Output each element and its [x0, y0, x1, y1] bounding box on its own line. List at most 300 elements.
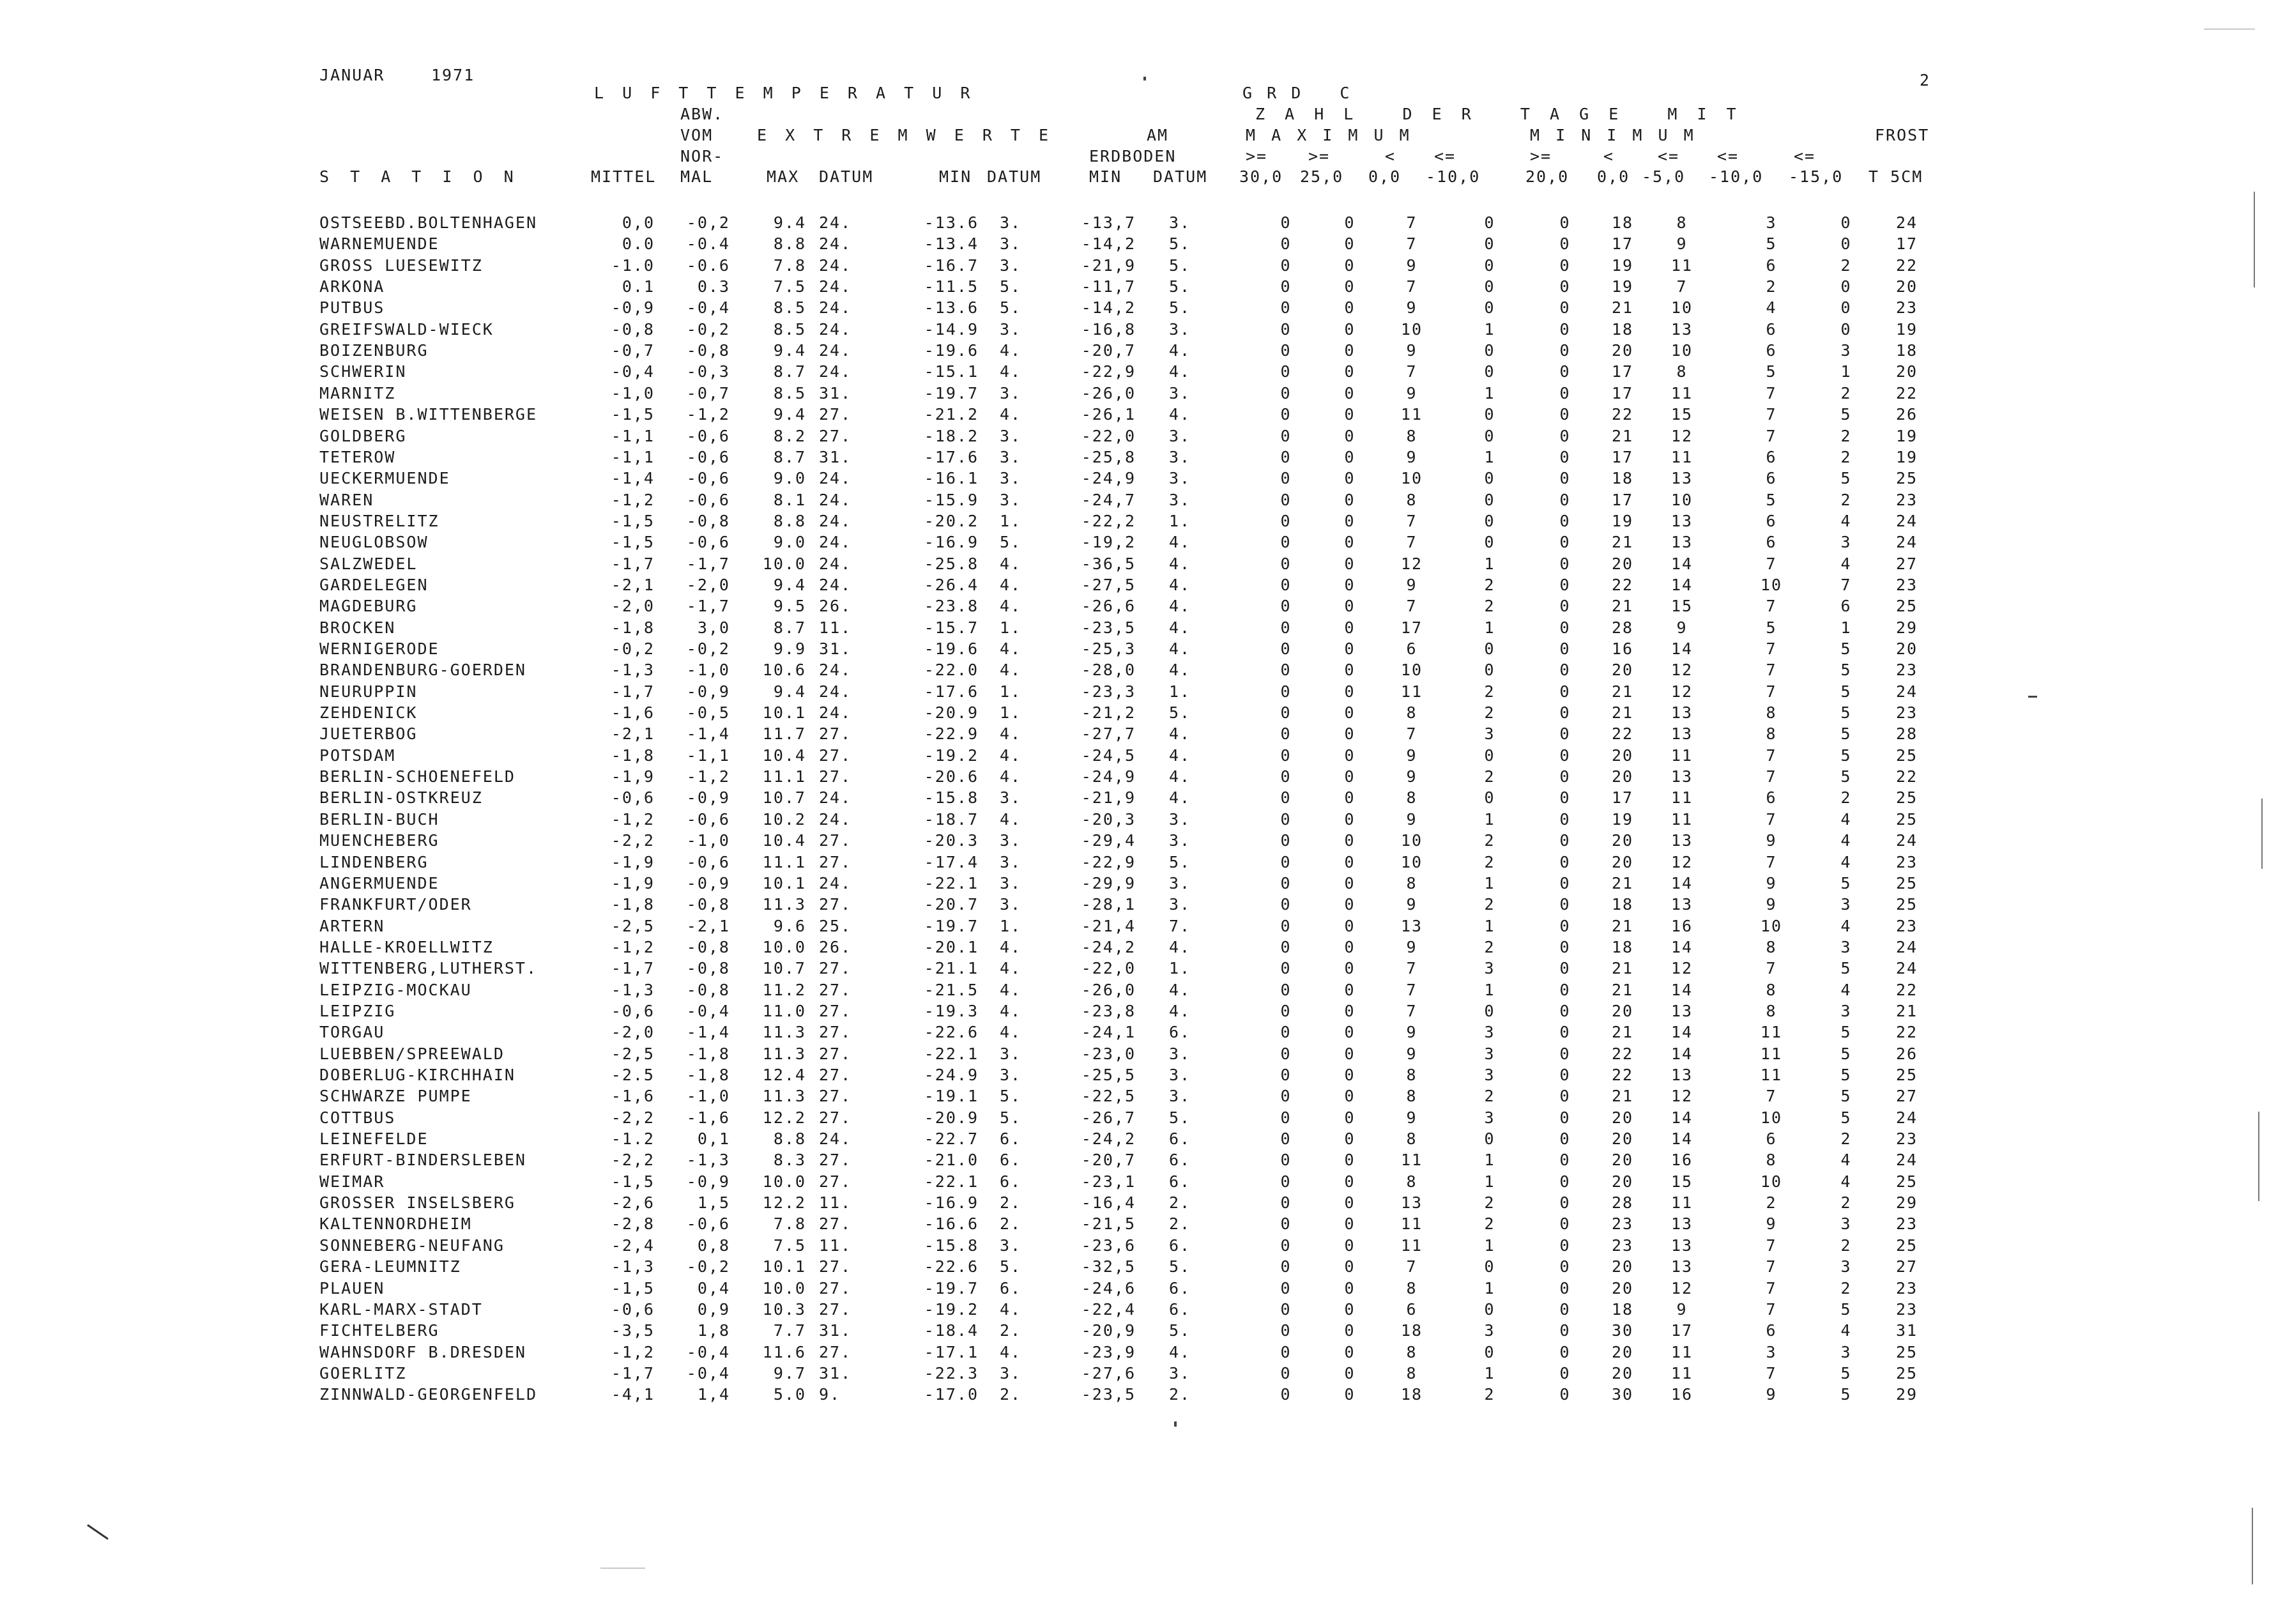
cell-mittel: -2,4 — [611, 1236, 655, 1255]
cell-max-ge-30: 0 — [1280, 682, 1292, 701]
cell-station: BERLIN-OSTKREUZ — [319, 788, 483, 807]
cell-min-lt-0: 30 — [1611, 1321, 1634, 1340]
cell-max-datum: 24. — [819, 788, 852, 807]
min-le-sign-2: <= — [1717, 147, 1739, 165]
cell-max-datum: 26. — [819, 597, 852, 615]
cell-min: -22.9 — [924, 724, 979, 743]
cell-abw: -0,8 — [686, 895, 730, 914]
table-title: L U F T T E M P E R A T U R — [594, 84, 975, 102]
cell-max-ge-25: 0 — [1344, 1151, 1356, 1169]
cell-mittel: -1.0 — [611, 256, 655, 275]
cell-station: SONNEBERG-NEUFANG — [319, 1236, 505, 1255]
cell-max-lt-0: 9 — [1406, 1108, 1417, 1127]
cell-mittel: -1,5 — [611, 533, 655, 551]
cell-max-datum: 27. — [819, 1214, 852, 1233]
cell-mittel: -1,2 — [611, 938, 655, 956]
cell-max-le-m10: 0 — [1484, 1343, 1495, 1361]
cell-station: BOIZENBURG — [319, 341, 429, 360]
cell-min-le-m5: 13 — [1670, 724, 1693, 743]
cell-min-le-m5: 11 — [1670, 746, 1693, 765]
cell-erd-datum: 6. — [1169, 1151, 1191, 1169]
cell-min-datum: 3. — [1000, 256, 1022, 275]
cell-max-lt-0: 7 — [1406, 724, 1417, 743]
cell-frost-depth: 20 — [1895, 277, 1918, 296]
cell-min-lt-0: 21 — [1611, 533, 1634, 551]
page-number: 2 — [1920, 71, 1931, 89]
cell-min-lt-0: 18 — [1611, 1300, 1634, 1319]
cell-max: 11.7 — [762, 724, 806, 743]
cell-min-ge-20: 0 — [1559, 981, 1571, 999]
cell-max-lt-0: 11 — [1400, 1214, 1423, 1233]
cell-station: BERLIN-BUCH — [319, 810, 439, 829]
cell-station: WEISEN B.WITTENBERGE — [319, 405, 538, 424]
cell-min-ge-20: 0 — [1559, 1321, 1571, 1340]
cell-max-le-m10: 3 — [1484, 1108, 1495, 1127]
cell-min-le-m15: 2 — [1840, 384, 1852, 402]
cell-min-ge-20: 0 — [1559, 1130, 1571, 1148]
cell-min-lt-0: 20 — [1611, 1151, 1634, 1169]
cell-frost-depth: 23 — [1895, 1279, 1918, 1298]
cell-max-ge-30: 0 — [1280, 703, 1292, 722]
cell-station: ZINNWALD-GEORGENFELD — [319, 1385, 538, 1404]
cell-max-datum: 24. — [819, 277, 852, 296]
cell-station: SALZWEDEL — [319, 555, 418, 573]
cell-max-datum: 27. — [819, 959, 852, 977]
cell-max: 9.0 — [773, 469, 806, 487]
cell-min-le-m15: 2 — [1840, 256, 1852, 275]
cell-abw: 1,8 — [697, 1321, 730, 1340]
cell-max-datum: 24. — [819, 576, 852, 594]
cell-frost-depth: 23 — [1895, 917, 1918, 935]
cell-erd-datum: 4. — [1169, 938, 1191, 956]
cell-abw: -0,6 — [686, 491, 730, 509]
cell-erd-datum: 5. — [1169, 703, 1191, 722]
cell-station: DOBERLUG-KIRCHHAIN — [319, 1066, 516, 1084]
cell-max-lt-0: 8 — [1406, 1130, 1417, 1148]
cell-abw: -1,8 — [686, 1066, 730, 1084]
unit-label: G R D C — [1242, 84, 1352, 102]
cell-max: 8.7 — [773, 448, 806, 466]
cell-min-le-m15: 5 — [1840, 874, 1852, 892]
cell-max: 8.8 — [773, 1130, 806, 1148]
cell-station: TETEROW — [319, 448, 396, 466]
cell-min-le-m15: 0 — [1840, 298, 1852, 317]
cell-min-datum: 5. — [1000, 1257, 1022, 1276]
cell-mittel: -2,1 — [611, 576, 655, 594]
cell-station: GROSSER INSELSBERG — [319, 1193, 516, 1212]
cell-frost-depth: 23 — [1895, 491, 1918, 509]
scan-line — [2252, 1508, 2253, 1584]
cell-max-ge-25: 0 — [1344, 448, 1356, 466]
cell-max-lt-0: 8 — [1406, 1364, 1417, 1383]
cell-erd-min: -20,7 — [1081, 341, 1136, 360]
cell-min-lt-0: 22 — [1611, 405, 1634, 424]
cell-erd-min: -16,4 — [1081, 1193, 1136, 1212]
cell-max-ge-30: 0 — [1280, 767, 1292, 786]
cell-min-le-m10: 10 — [1760, 917, 1783, 935]
cell-max-datum: 27. — [819, 1343, 852, 1361]
cell-max-datum: 26. — [819, 938, 852, 956]
min-le-m5-header: -5,0 — [1642, 167, 1686, 186]
cell-max-datum: 27. — [819, 1151, 852, 1169]
cell-min-le-m10: 6 — [1766, 341, 1777, 360]
cell-min-ge-20: 0 — [1559, 405, 1571, 424]
cell-min-le-m5: 14 — [1670, 938, 1693, 956]
cell-max: 7.7 — [773, 1321, 806, 1340]
cell-frost-depth: 23 — [1895, 703, 1918, 722]
cell-min: -18.7 — [924, 810, 979, 829]
cell-frost-depth: 19 — [1895, 427, 1918, 445]
cell-max: 9.0 — [773, 533, 806, 551]
cell-max-datum: 24. — [819, 469, 852, 487]
cell-max-le-m10: 0 — [1484, 1130, 1495, 1148]
cell-min: -22.3 — [924, 1364, 979, 1383]
cell-erd-min: -23,3 — [1081, 682, 1136, 701]
cell-station: GREIFSWALD-WIECK — [319, 320, 494, 339]
cell-max-datum: 24. — [819, 234, 852, 253]
cell-min-le-m10: 11 — [1760, 1045, 1783, 1063]
cell-station: WEIMAR — [319, 1172, 385, 1191]
cell-max-ge-30: 0 — [1280, 1300, 1292, 1319]
cell-min-le-m10: 7 — [1766, 1364, 1777, 1383]
cell-min-ge-20: 0 — [1559, 277, 1571, 296]
cell-max-ge-25: 0 — [1344, 341, 1356, 360]
cell-max-datum: 27. — [819, 405, 852, 424]
cell-max-datum: 9. — [819, 1385, 841, 1404]
cell-erd-datum: 4. — [1169, 1343, 1191, 1361]
cell-min: -17.1 — [924, 1343, 979, 1361]
cell-min-le-m5: 14 — [1670, 1130, 1693, 1148]
cell-max-ge-30: 0 — [1280, 618, 1292, 637]
cell-max-ge-25: 0 — [1344, 1130, 1356, 1148]
cell-max-lt-0: 7 — [1406, 1002, 1417, 1020]
cell-max: 11.1 — [762, 853, 806, 871]
cell-min-lt-0: 21 — [1611, 874, 1634, 892]
cell-max-ge-25: 0 — [1344, 874, 1356, 892]
cell-min-datum: 5. — [1000, 1087, 1022, 1105]
cell-min-datum: 1. — [1000, 512, 1022, 530]
max-ge-sign-2: >= — [1308, 147, 1331, 165]
cell-min-datum: 3. — [1000, 831, 1022, 850]
cell-max-le-m10: 0 — [1484, 427, 1495, 445]
cell-max-ge-25: 0 — [1344, 1257, 1356, 1276]
cell-abw: 0,1 — [697, 1130, 730, 1148]
cell-mittel: -1,9 — [611, 874, 655, 892]
cell-erd-min: -29,9 — [1081, 874, 1136, 892]
cell-abw: -1,1 — [686, 746, 730, 765]
cell-max-datum: 27. — [819, 895, 852, 914]
cell-max-le-m10: 1 — [1484, 320, 1495, 339]
cell-erd-datum: 6. — [1169, 1236, 1191, 1255]
cell-max-lt-0: 6 — [1406, 1300, 1417, 1319]
cell-frost-depth: 26 — [1895, 1045, 1918, 1063]
cell-min-datum: 4. — [1000, 981, 1022, 999]
cell-min-datum: 1. — [1000, 618, 1022, 637]
cell-min-le-m10: 9 — [1766, 1214, 1777, 1233]
cell-min-ge-20: 0 — [1559, 448, 1571, 466]
cell-min-le-m5: 13 — [1670, 1214, 1693, 1233]
cell-min-lt-0: 21 — [1611, 298, 1634, 317]
cell-min-le-m5: 12 — [1670, 1279, 1693, 1298]
cell-min: -17.0 — [924, 1385, 979, 1404]
cell-max-ge-25: 0 — [1344, 405, 1356, 424]
cell-max-le-m10: 2 — [1484, 1214, 1495, 1233]
cell-erd-datum: 1. — [1169, 682, 1191, 701]
cell-station: ARKONA — [319, 277, 385, 296]
cell-max-le-m10: 0 — [1484, 405, 1495, 424]
cell-min-le-m15: 5 — [1840, 682, 1852, 701]
cell-erd-min: -24,9 — [1081, 469, 1136, 487]
cell-max-datum: 24. — [819, 682, 852, 701]
cell-max: 7.5 — [773, 277, 806, 296]
cell-frost-depth: 23 — [1895, 1300, 1918, 1319]
cell-station: MAGDEBURG — [319, 597, 418, 615]
min-lt-sign: < — [1603, 147, 1615, 165]
cell-max-ge-30: 0 — [1280, 341, 1292, 360]
cell-erd-datum: 4. — [1169, 618, 1191, 637]
cell-max-ge-30: 0 — [1280, 1257, 1292, 1276]
cell-mittel: -4,1 — [611, 1385, 655, 1404]
cell-min-datum: 4. — [1000, 724, 1022, 743]
cell-station: TORGAU — [319, 1023, 385, 1041]
cell-abw: -0.6 — [686, 256, 730, 275]
cell-frost-depth: 20 — [1895, 362, 1918, 381]
cell-max-le-m10: 0 — [1484, 788, 1495, 807]
cell-station: GOERLITZ — [319, 1364, 407, 1383]
cell-min-le-m15: 4 — [1840, 1172, 1852, 1191]
station-header: S T A T I O N — [319, 167, 519, 186]
cell-min-le-m10: 7 — [1766, 427, 1777, 445]
cell-erd-datum: 5. — [1169, 277, 1191, 296]
cell-max: 10.7 — [762, 788, 806, 807]
cell-max-datum: 27. — [819, 767, 852, 786]
cell-min-datum: 4. — [1000, 597, 1022, 615]
cell-erd-min: -21,2 — [1081, 703, 1136, 722]
cell-max-le-m10: 0 — [1484, 533, 1495, 551]
cell-erd-min: -22,4 — [1081, 1300, 1136, 1319]
cell-abw: -1,0 — [686, 1087, 730, 1105]
cell-abw: -0,9 — [686, 788, 730, 807]
cell-min: -25.8 — [924, 555, 979, 573]
cell-min-datum: 4. — [1000, 555, 1022, 573]
cell-max-le-m10: 0 — [1484, 512, 1495, 530]
cell-max-le-m10: 1 — [1484, 384, 1495, 402]
cell-max: 10.2 — [762, 810, 806, 829]
cell-erd-datum: 4. — [1169, 724, 1191, 743]
cell-min-le-m5: 14 — [1670, 981, 1693, 999]
cell-min-lt-0: 20 — [1611, 555, 1634, 573]
cell-abw: -1,2 — [686, 405, 730, 424]
cell-max: 7.8 — [773, 256, 806, 275]
cell-abw: -0,6 — [686, 810, 730, 829]
cell-min: -16.6 — [924, 1214, 979, 1233]
cell-erd-min: -24,6 — [1081, 1279, 1136, 1298]
cell-min: -20.1 — [924, 938, 979, 956]
cell-min-le-m10: 8 — [1766, 938, 1777, 956]
cell-min-ge-20: 0 — [1559, 256, 1571, 275]
cell-frost-depth: 31 — [1895, 1321, 1918, 1340]
cell-max-le-m10: 2 — [1484, 853, 1495, 871]
cell-erd-min: -20,7 — [1081, 1151, 1136, 1169]
cell-min-lt-0: 18 — [1611, 469, 1634, 487]
cell-max-ge-30: 0 — [1280, 384, 1292, 402]
cell-min: -19.7 — [924, 384, 979, 402]
cell-min: -22.0 — [924, 661, 979, 679]
cell-max-ge-30: 0 — [1280, 874, 1292, 892]
cell-min-le-m5: 10 — [1670, 341, 1693, 360]
cell-min-le-m15: 2 — [1840, 491, 1852, 509]
cell-max: 11.2 — [762, 981, 806, 999]
cell-min-lt-0: 17 — [1611, 491, 1634, 509]
cell-mittel: -2,5 — [611, 917, 655, 935]
cell-min-le-m10: 8 — [1766, 981, 1777, 999]
cell-frost-depth: 22 — [1895, 1023, 1918, 1041]
cell-erd-datum: 6. — [1169, 1130, 1191, 1148]
cell-abw: -0,8 — [686, 512, 730, 530]
cell-max-lt-0: 17 — [1400, 618, 1423, 637]
cell-min-le-m5: 13 — [1670, 895, 1693, 914]
cell-min-ge-20: 0 — [1559, 234, 1571, 253]
cell-abw: -2,1 — [686, 917, 730, 935]
cell-min-le-m15: 3 — [1840, 1343, 1852, 1361]
cell-erd-min: -25,3 — [1081, 640, 1136, 658]
cell-frost-depth: 25 — [1895, 1364, 1918, 1383]
cell-min-le-m5: 13 — [1670, 703, 1693, 722]
cell-max: 11.3 — [762, 1087, 806, 1105]
cell-frost-depth: 17 — [1895, 234, 1918, 253]
cell-max: 10.3 — [762, 1300, 806, 1319]
abw-label-2: VOM — [680, 126, 714, 144]
cell-min: -14.9 — [924, 320, 979, 339]
cell-min-datum: 4. — [1000, 576, 1022, 594]
cell-max-lt-0: 8 — [1406, 1172, 1417, 1191]
cell-max-ge-30: 0 — [1280, 1045, 1292, 1063]
cell-erd-datum: 4. — [1169, 746, 1191, 765]
cell-max-ge-25: 0 — [1344, 1002, 1356, 1020]
cell-abw: -1,2 — [686, 767, 730, 786]
cell-mittel: 0.1 — [622, 277, 655, 296]
cell-min-le-m15: 2 — [1840, 448, 1852, 466]
cell-min-ge-20: 0 — [1559, 1151, 1571, 1169]
cell-erd-min: -22,0 — [1081, 427, 1136, 445]
cell-min-ge-20: 0 — [1559, 533, 1571, 551]
cell-max-ge-30: 0 — [1280, 981, 1292, 999]
cell-max-datum: 24. — [819, 320, 852, 339]
cell-min-le-m5: 8 — [1676, 213, 1688, 232]
cell-erd-min: -27,5 — [1081, 576, 1136, 594]
cell-min-le-m10: 7 — [1766, 661, 1777, 679]
cell-min-le-m15: 5 — [1840, 640, 1852, 658]
cell-min-le-m15: 3 — [1840, 1257, 1852, 1276]
cell-min-datum: 2. — [1000, 1321, 1022, 1340]
cell-max: 12.4 — [762, 1066, 806, 1084]
cell-mittel: -0,4 — [611, 362, 655, 381]
cell-max-le-m10: 0 — [1484, 746, 1495, 765]
cell-min: -18.4 — [924, 1321, 979, 1340]
cell-frost-depth: 24 — [1895, 959, 1918, 977]
cell-min: -15.8 — [924, 788, 979, 807]
max-ge-30-header: 30,0 — [1239, 167, 1283, 186]
cell-min-le-m5: 14 — [1670, 576, 1693, 594]
cell-max: 8.1 — [773, 491, 806, 509]
cell-min-ge-20: 0 — [1559, 682, 1571, 701]
cell-max-datum: 31. — [819, 384, 852, 402]
cell-min-le-m10: 3 — [1766, 213, 1777, 232]
cell-min-le-m15: 2 — [1840, 1236, 1852, 1255]
cell-min-le-m10: 8 — [1766, 703, 1777, 722]
cell-min-le-m10: 8 — [1766, 724, 1777, 743]
cell-min: -19.3 — [924, 1002, 979, 1020]
cell-station: ZEHDENICK — [319, 703, 418, 722]
cell-erd-min: -23,5 — [1081, 618, 1136, 637]
cell-min-ge-20: 0 — [1559, 1343, 1571, 1361]
cell-max-ge-25: 0 — [1344, 703, 1356, 722]
cell-min-lt-0: 20 — [1611, 831, 1634, 850]
cell-max-ge-25: 0 — [1344, 1045, 1356, 1063]
cell-max-lt-0: 8 — [1406, 1066, 1417, 1084]
cell-max-ge-25: 0 — [1344, 1172, 1356, 1191]
cell-min-le-m5: 14 — [1670, 640, 1693, 658]
cell-min: -20.9 — [924, 703, 979, 722]
cell-abw: -0,7 — [686, 384, 730, 402]
cell-max: 7.8 — [773, 1214, 806, 1233]
cell-station: PUTBUS — [319, 298, 385, 317]
cell-min-le-m10: 10 — [1760, 1108, 1783, 1127]
cell-max-datum: 27. — [819, 1087, 852, 1105]
cell-max-lt-0: 13 — [1400, 917, 1423, 935]
cell-mittel: -3,5 — [611, 1321, 655, 1340]
cell-min: -16.9 — [924, 1193, 979, 1212]
cell-mittel: -1,5 — [611, 405, 655, 424]
cell-station: MUENCHEBERG — [319, 831, 439, 850]
cell-max-ge-25: 0 — [1344, 1214, 1356, 1233]
cell-max: 10.0 — [762, 1172, 806, 1191]
cell-max: 5.0 — [773, 1385, 806, 1404]
cell-max: 11.1 — [762, 767, 806, 786]
cell-erd-datum: 3. — [1169, 469, 1191, 487]
cell-max: 8.7 — [773, 362, 806, 381]
cell-min-ge-20: 0 — [1559, 1023, 1571, 1041]
cell-frost-depth: 27 — [1895, 555, 1918, 573]
cell-min-le-m10: 7 — [1766, 405, 1777, 424]
cell-station: WITTENBERG,LUTHERST. — [319, 959, 538, 977]
cell-max-ge-30: 0 — [1280, 1343, 1292, 1361]
cell-max: 8.5 — [773, 298, 806, 317]
max-le-m10-header: -10,0 — [1426, 167, 1481, 186]
cell-max-le-m10: 2 — [1484, 767, 1495, 786]
cell-max: 8.8 — [773, 234, 806, 253]
cell-max-le-m10: 0 — [1484, 661, 1495, 679]
cell-min-datum: 3. — [1000, 427, 1022, 445]
cell-erd-datum: 4. — [1169, 533, 1191, 551]
cell-erd-min: -23,8 — [1081, 1002, 1136, 1020]
cell-min-le-m5: 7 — [1676, 277, 1688, 296]
cell-station: MARNITZ — [319, 384, 396, 402]
cell-mittel: -1,7 — [611, 959, 655, 977]
cell-max-lt-0: 11 — [1400, 1236, 1423, 1255]
cell-erd-datum: 2. — [1169, 1214, 1191, 1233]
frost-depth-header: T 5CM — [1868, 167, 1923, 186]
cell-max-datum: 27. — [819, 1257, 852, 1276]
cell-min-lt-0: 28 — [1611, 618, 1634, 637]
cell-min-le-m5: 10 — [1670, 491, 1693, 509]
cell-max-datum: 11. — [819, 1236, 852, 1255]
cell-station: ERFURT-BINDERSLEBEN — [319, 1151, 526, 1169]
cell-min: -15.7 — [924, 618, 979, 637]
cell-max-ge-30: 0 — [1280, 788, 1292, 807]
cell-max-le-m10: 1 — [1484, 1364, 1495, 1383]
cell-erd-datum: 5. — [1169, 1108, 1191, 1127]
